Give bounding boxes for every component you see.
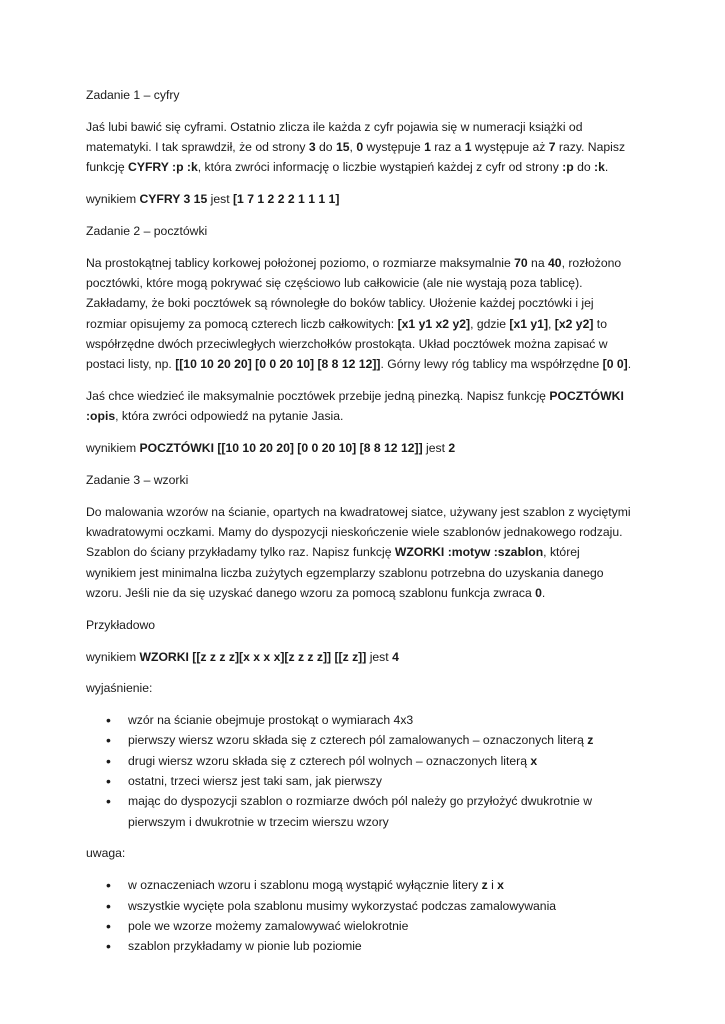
document-page xyxy=(86,85,632,968)
task3-note-label: uwaga: xyxy=(86,846,126,861)
bold-text: [x2 y2] xyxy=(554,316,594,331)
bold-text: 15 xyxy=(335,140,350,155)
text-run: jest xyxy=(366,649,393,664)
list-item xyxy=(86,730,632,750)
list-item xyxy=(86,916,632,936)
text-run: , rozłożono pocztówki, które mogą pokrywać się częściowo lub całkowicie (ale nie wystają poza tablicę). Zakładamy, że boki pocztówek są równoległe do boków tablicy. Ułożenie każdej pocztówki i jej rozmiar opisujemy za pomocą czterech liczb całkowitych: xyxy=(86,255,622,331)
bold-text: 4 xyxy=(392,649,399,664)
text-run: , xyxy=(548,316,555,331)
text-run: Jaś chce wiedzieć ile maksymalnie pocztówek przebije jedną pinezką. Napisz funkcję xyxy=(86,389,550,404)
bold-text: 70 xyxy=(514,255,528,270)
text-run: , xyxy=(349,140,357,155)
list-item xyxy=(86,771,632,791)
text-run: do xyxy=(315,140,336,155)
list-item xyxy=(86,936,632,956)
text-run: , gdzie xyxy=(470,316,510,331)
bold-text: [1 7 1 2 2 2 1 1 1 1] xyxy=(233,192,340,207)
text-run: . Górny lewy róg tablicy ma współrzędne xyxy=(380,357,603,372)
bold-text: CYFRY 3 15 xyxy=(139,192,208,207)
bold-text: [x1 y1] xyxy=(509,316,549,331)
bold-text: [[10 10 20 20] [0 0 20 10] [8 8 12 12]] xyxy=(175,357,381,372)
task2-title: Zadanie 2 – pocztówki xyxy=(86,223,208,238)
task2-result xyxy=(86,438,632,458)
bold-text: x xyxy=(497,878,504,893)
text-run: ostatni, trzeci wiersz jest taki sam, jak pierwszy xyxy=(128,774,382,789)
text-run: szablon przykładamy w pionie lub poziomie xyxy=(128,939,362,954)
bold-text: CYFRY :p :k xyxy=(128,160,198,175)
list-item xyxy=(86,896,632,916)
text-run: to współrzędne dwóch przeciwległych wierzchołków prostokąta. Układ pocztówek można zapisać w postaci listy, np. xyxy=(86,316,608,372)
task2-question xyxy=(86,386,632,427)
text-run: raz a xyxy=(430,140,465,155)
bold-text: 0 xyxy=(535,585,542,600)
text-run: wzór na ścianie obejmuje prostokąt o wymiarach 4x3 xyxy=(128,713,414,728)
text-run: Jaś lubi bawić się cyframi. Ostatnio zlicza ile każda z cyfr pojawia się w numeracji książki od matematyki. I tak sprawdził, że od strony xyxy=(86,119,583,155)
list-item xyxy=(86,875,632,895)
text-run: , która zwróci informację o liczbie wystąpień każdej z cyfr od strony xyxy=(197,160,563,175)
bold-text: 2 xyxy=(448,441,456,456)
text-run: wynikiem xyxy=(86,649,140,664)
bold-text: 3 xyxy=(308,140,316,155)
text-run: występuje aż xyxy=(471,140,549,155)
bold-text: WZORKI [[z z z z][x x x x][z z z z]] [[z z]] xyxy=(139,649,367,664)
bold-text: z xyxy=(481,878,488,893)
bold-text: POCZTÓWKI [[10 10 20 20] [0 0 20 10] [8 8 12 12]] xyxy=(139,441,423,456)
bold-text: 7 xyxy=(548,140,556,155)
bold-text: [0 0] xyxy=(602,357,628,372)
text-run: pierwszy wiersz wzoru składa się z czterech pól zamalowanych – oznaczonych literą xyxy=(128,733,588,748)
bold-text: 0 xyxy=(356,140,364,155)
task3-title: Zadanie 3 – wzorki xyxy=(86,472,189,487)
text-run: do xyxy=(573,160,595,175)
text-run: razy. Napisz funkcję xyxy=(86,140,626,175)
text-run: . xyxy=(541,585,546,600)
bold-text: x xyxy=(530,753,538,768)
text-run: , która zwróci odpowiedź na pytanie Jasia. xyxy=(115,409,344,424)
bold-text: :p xyxy=(562,160,574,175)
text-run: jest xyxy=(207,192,233,207)
text-run: . xyxy=(604,160,609,175)
task1-result xyxy=(86,189,632,209)
text-run: wszystkie wycięte pola szablonu musimy wykorzystać podczas zamalowywania xyxy=(128,898,557,913)
task1-title: Zadanie 1 – cyfry xyxy=(86,88,180,102)
list-item xyxy=(86,751,632,771)
task3-result xyxy=(86,647,632,667)
text-run: występuje xyxy=(363,140,425,155)
bold-text: [x1 y1 x2 y2] xyxy=(397,316,471,331)
text-run: pole we wzorze możemy zamalowywać wielokrotnie xyxy=(128,918,409,933)
bold-text: z xyxy=(587,733,594,748)
bold-text: :k xyxy=(594,160,605,175)
list-item xyxy=(86,710,632,730)
task3-explanation-label: wyjaśnienie: xyxy=(86,681,153,696)
text-run: , której wynikiem jest minimalna liczba zużytych egzemplarzy szablonu potrzebna do uzyskania danego wzoru. Jeśli nie da się uzyskać danego wzoru za pomocą szablonu funkcja zwraca xyxy=(86,545,604,600)
text-run: mając do dyspozycji szablon o rozmiarze dwóch pól należy go przyłożyć dwukrotnie w pierwszym i dwukrotnie w trzecim wierszu wzory xyxy=(128,794,593,829)
text-run: w oznaczeniach wzoru i szablonu mogą wystąpić wyłącznie litery xyxy=(128,878,482,893)
bold-text: POCZTÓWKI :opis xyxy=(86,389,624,424)
task3-description xyxy=(86,502,632,603)
text-run: jest xyxy=(422,441,449,456)
text-run: na xyxy=(527,255,549,270)
text-run: . xyxy=(627,357,632,372)
bold-text: WZORKI :motyw :szablon xyxy=(394,545,544,560)
text-run: Na prostokątnej tablicy korkowej położonej poziomo, o rozmiarze maksymalnie xyxy=(86,255,515,270)
task3-example-label: Przykładowo xyxy=(86,617,156,632)
bold-text: 40 xyxy=(548,255,562,270)
text-run: drugi wiersz wzoru składa się z czterech pól wolnych – oznaczonych literą xyxy=(128,753,531,768)
note-list xyxy=(86,875,632,956)
text-run: i xyxy=(487,878,498,893)
list-item xyxy=(86,791,632,832)
task1-description xyxy=(86,117,632,178)
text-run: wynikiem xyxy=(86,192,140,207)
text-run: wynikiem xyxy=(86,441,140,456)
bold-text: 1 xyxy=(424,140,431,155)
text-run: Do malowania wzorów na ścianie, opartych na kwadratowej siatce, używany jest szablon z wyciętymi kwadratowymi oczkami. Mamy do dyspozycji nieskończenie wiele szablonów jednakowego rodzaju. Szablon do ściany przykładamy tylko raz. Napisz funkcję xyxy=(86,504,631,560)
bold-text: 1 xyxy=(464,140,472,155)
explanation-list xyxy=(86,710,632,832)
task2-description xyxy=(86,253,632,375)
